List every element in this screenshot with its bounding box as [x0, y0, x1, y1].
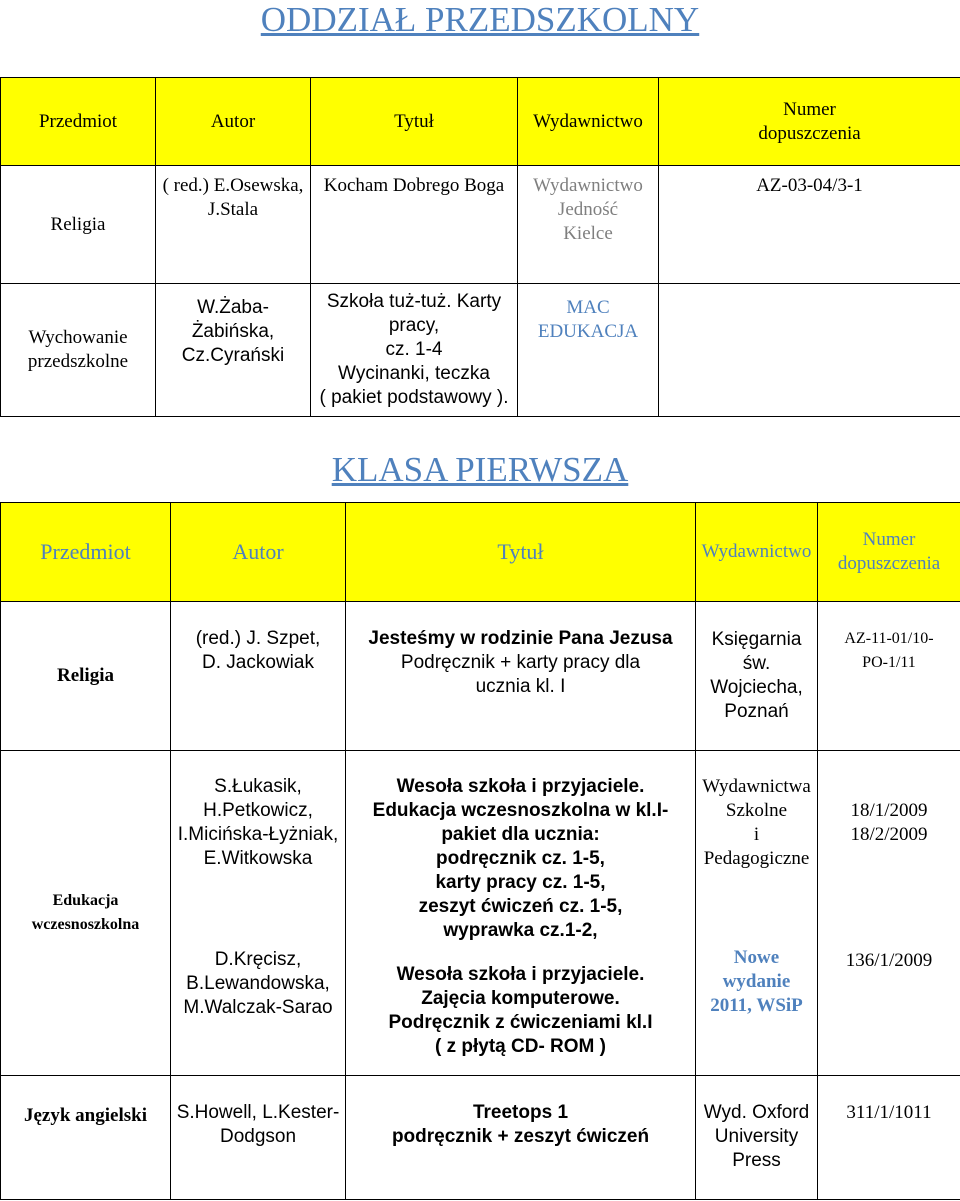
- publisher-line: Press: [732, 1150, 781, 1171]
- subject-line: Wychowanie: [28, 327, 128, 348]
- publisher-line: University: [714, 1126, 799, 1147]
- header-author: Autor: [171, 503, 346, 602]
- cell-title: [346, 602, 696, 751]
- cell-publisher: [696, 602, 818, 751]
- header-number: [818, 503, 960, 602]
- header-number-line2: dopuszczenia: [758, 122, 861, 144]
- header-number-line2: dopuszczenia: [837, 553, 941, 574]
- publisher-line: Wojciecha,: [710, 677, 803, 698]
- subject-line: wczesnoszkolna: [31, 916, 140, 933]
- header-publisher: Wydawnictwo: [696, 503, 818, 602]
- number-line: 136/1/2009: [845, 950, 933, 971]
- title-gap: [350, 943, 691, 963]
- cell-number: AZ-03-04/3-1: [659, 166, 960, 284]
- title-line: podręcznik cz. 1-5,: [436, 848, 605, 869]
- table-row: [1, 1076, 960, 1200]
- number-gap: [822, 847, 956, 949]
- title-line: karty pracy cz. 1-5,: [435, 872, 606, 893]
- author-line: Dodgson: [219, 1126, 297, 1147]
- header-author: Autor: [156, 78, 311, 166]
- header-subject: Przedmiot: [1, 503, 171, 602]
- author-line: W.Żaba-Żabińska,: [191, 297, 275, 342]
- title-line: Edukacja wczesnoszkolna w kl.I-: [372, 800, 669, 821]
- publisher-line: i: [753, 824, 760, 845]
- publisher-gap: [700, 871, 813, 946]
- publisher-line: MAC: [566, 297, 610, 318]
- publisher-line: Szkolne: [725, 800, 788, 821]
- title-line: Wesoła szkoła i przyjaciele.: [396, 776, 645, 797]
- first-grade-table: [0, 502, 960, 1200]
- number-line: 18/1/2009: [850, 800, 928, 821]
- publisher-line: Wydawnictwa: [702, 776, 811, 797]
- cell-number: [659, 284, 960, 417]
- publisher-line: wydanie: [722, 971, 791, 992]
- number-line: 18/2/2009: [850, 824, 928, 845]
- header-publisher: Wydawnictwo: [518, 78, 659, 166]
- title-line: zeszyt ćwiczeń cz. 1-5,: [418, 896, 623, 917]
- cell-publisher: [696, 1076, 818, 1200]
- table-row: [1, 284, 960, 417]
- title-line: wyprawka cz.1-2,: [443, 920, 598, 941]
- header-title: Tytuł: [311, 78, 518, 166]
- cell-number: [818, 602, 960, 751]
- title-line: Szkoła tuż-tuż. Karty pracy,: [326, 291, 502, 336]
- publisher-line: św.: [742, 653, 771, 674]
- header-subject: Przedmiot: [1, 78, 156, 166]
- cell-subject: [1, 751, 171, 1076]
- cell-author: [171, 602, 346, 751]
- cell-author: [171, 1076, 346, 1200]
- cell-title: [311, 284, 518, 417]
- cell-publisher: [696, 751, 818, 1076]
- publisher-line: Wyd. Oxford: [703, 1102, 810, 1123]
- author-line: E.Witkowska: [203, 848, 313, 869]
- title-line: ucznia kl. I: [475, 676, 566, 697]
- publisher-line: Jedność: [557, 199, 619, 220]
- title-line: Wycinanki, teczka: [338, 363, 490, 384]
- table-header-row: [1, 503, 960, 602]
- author-line: D.Kręcisz,: [214, 949, 302, 970]
- author-gap: [175, 871, 341, 948]
- author-line: (red.) J. Szpet,: [195, 628, 321, 649]
- publisher-line: Poznań: [724, 701, 789, 722]
- title-line: Treetops 1: [472, 1102, 569, 1123]
- title-line: ( pakiet podstawowy ).: [319, 387, 509, 408]
- cell-publisher: [518, 166, 659, 284]
- cell-title: [346, 1076, 696, 1200]
- section-title-first-grade: KLASA PIERWSZA: [331, 450, 629, 489]
- cell-number: [818, 751, 960, 1076]
- preschool-table: [0, 77, 960, 417]
- number-line: PO-1/11: [862, 654, 916, 671]
- cell-publisher: [518, 284, 659, 417]
- title-line: cz. 1-4: [385, 339, 443, 360]
- header-number-line1: Numer: [783, 98, 836, 120]
- author-line: I.Micińska-Łyżniak,: [177, 824, 339, 845]
- title-line: podręcznik + zeszyt ćwiczeń: [391, 1126, 650, 1147]
- author-line: D. Jackowiak: [202, 652, 314, 673]
- publisher-line: Wydawnictwo: [533, 175, 643, 196]
- table-row: [1, 166, 960, 284]
- cell-subject: Język angielski: [1, 1076, 171, 1200]
- cell-title: [346, 751, 696, 1076]
- cell-title: Kocham Dobrego Boga: [311, 166, 518, 284]
- table-header-row: [1, 78, 960, 166]
- title-line: Podręcznik z ćwiczeniami kl.I: [388, 1012, 653, 1033]
- title-line: Zajęcia komputerowe.: [421, 988, 620, 1009]
- section-title-preschool: ODDZIAŁ PRZEDSZKOLNY: [260, 0, 700, 39]
- header-number-line1: Numer: [862, 529, 916, 550]
- author-line: B.Lewandowska,: [186, 973, 330, 994]
- author-line: J.Stala: [207, 199, 259, 220]
- number-line: AZ-11-01/10-: [844, 630, 934, 647]
- author-line: M.Walczak-Sarao: [183, 997, 333, 1018]
- author-line: ( red.) E.Osewska,: [162, 175, 304, 196]
- publisher-line: Pedagogiczne: [703, 848, 810, 869]
- cell-author: [171, 751, 346, 1076]
- subject-line: przedszkolne: [27, 351, 129, 372]
- publisher-line: EDUKACJA: [537, 321, 639, 342]
- cell-author: [156, 166, 311, 284]
- author-line: S.Łukasik,: [214, 776, 302, 797]
- title-bold-line: Jesteśmy w rodzinie Pana Jezusa: [368, 628, 673, 649]
- publisher-line: Kielce: [563, 223, 613, 244]
- publisher-line: Nowe: [733, 947, 780, 968]
- publisher-line: Księgarnia: [711, 629, 802, 650]
- author-line: H.Petkowicz,: [203, 800, 313, 821]
- author-line: S.Howell, L.Kester-: [176, 1102, 340, 1123]
- cell-subject: Religia: [1, 166, 156, 284]
- table-row: [1, 602, 960, 751]
- title-line: pakiet dla ucznia:: [441, 824, 600, 845]
- cell-author: [156, 284, 311, 417]
- title-line: Podręcznik + karty pracy dla: [400, 652, 641, 673]
- title-line: ( z płytą CD- ROM ): [435, 1036, 606, 1057]
- publisher-line: 2011, WSiP: [710, 995, 803, 1016]
- header-title: Tytuł: [346, 503, 696, 602]
- cell-subject: [1, 284, 156, 417]
- table-row: [1, 751, 960, 1076]
- author-line: Cz.Cyrański: [181, 345, 285, 366]
- subject-line: Edukacja: [52, 892, 119, 909]
- cell-number: 311/1/1011: [818, 1076, 960, 1200]
- header-number: [659, 78, 960, 166]
- title-line: Wesoła szkoła i przyjaciele.: [396, 964, 645, 985]
- cell-subject: Religia: [1, 602, 171, 751]
